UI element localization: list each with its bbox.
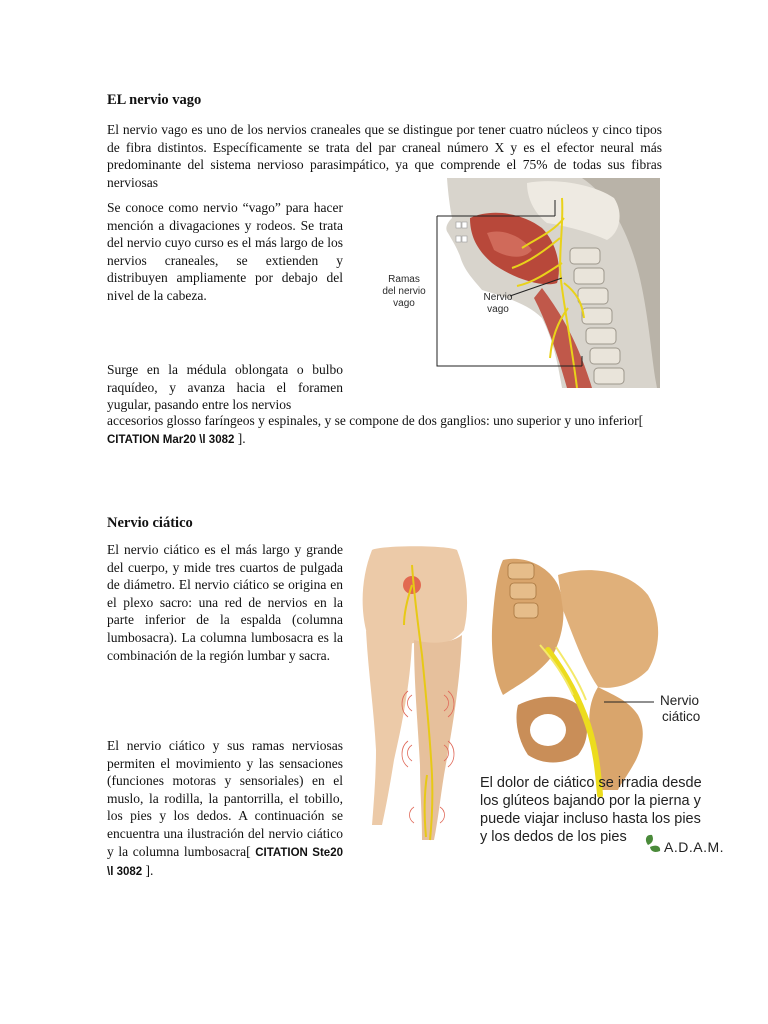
paragraph-text: accesorios glosso faríngeos y espinales, y se compone de dos ganglios: uno superior y uno inferior	[107, 413, 639, 428]
label-vagus-nerve-line2: vago	[487, 304, 509, 315]
citation-bracket-close: ].	[142, 863, 154, 879]
label-sciatic-nerve-line1: Nervio	[660, 693, 700, 708]
label-vagus-branches-line3: vago	[393, 298, 415, 309]
label-sciatic-nerve-line2: ciático	[662, 709, 701, 724]
caption-line2: los glúteos bajando por la pierna y	[480, 793, 701, 809]
label-vagus-branches-line2: del nervio	[382, 286, 426, 297]
vagus-nerve-illustration	[352, 178, 660, 388]
label-vagus-nerve-line1: Nervio	[483, 292, 513, 303]
paragraph-sciatic-intro: El nervio ciático es el más largo y grande del cuerpo, y mide tres cuartos de pulgada de diámetro. El nervio ciático se origina en el plexo sacro: una red de nervios en la parte inferior de la espalda (columna lumbosacra). La columna lumbosacra es la combinación de la región lumbar y sacra.	[107, 542, 343, 663]
paragraph-vagus-origin-cont	[107, 412, 662, 449]
caption-line1: El dolor de ciático se irradia desde	[480, 775, 702, 791]
sciatic-body-illustration	[352, 545, 475, 850]
label-vagus-branches-line1: Ramas	[388, 274, 420, 285]
paragraph-vagus-name: Se conoce como nervio “vago” para hacer mención a divagaciones y rodeos. Se trata del nervio cuyo curso es el más largo de los nervios craneales, se extienden y distribuyen ampliamente por debajo del nivel de la cabeza.	[107, 200, 343, 303]
section-title-vagus: EL nervio vago	[107, 92, 202, 108]
citation-bracket-open: [	[246, 843, 256, 859]
citation-field: CITATION Ste20 \l 3082	[107, 846, 343, 879]
caption-line3: puede viajar incluso hasta los pies	[480, 811, 701, 827]
section-title-sciatic: Nervio ciático	[107, 515, 193, 531]
citation-bracket-open: [	[638, 413, 644, 428]
paragraph-vagus-intro: El nervio vago es uno de los nervios craneales que se distingue por tener cuatro núcleos y cinco tipos de fibra distintos. Específicamente se trata del par craneal número X y es el efector neural más predominante del sistema nervioso parasimpático, ya que comprende el 75% de todas sus fibras nerviosas	[107, 122, 662, 190]
paragraph-vagus-origin: Surge en la médula oblongata o bulbo raquídeo, y avanza hacia el foramen yugular, pasando entre los nervios	[107, 362, 343, 413]
citation-bracket-close: ].	[234, 430, 246, 446]
logo-text: A.D.A.M.	[664, 839, 725, 855]
sciatic-pelvis-illustration	[478, 555, 728, 860]
paragraph-text: El nervio ciático y sus ramas nerviosas permiten el movimiento y las sensaciones (funciones motoras y sensoriales) en el muslo, la rodilla, la pantorrilla, el tobillo, los pies y los dedos. A continuación se encuentra una ilustración del nervio ciático y la columna lumbosacra	[107, 738, 343, 859]
citation-field: CITATION Mar20 \l 3082	[107, 433, 235, 446]
caption-line4: y los dedos de los pies	[480, 829, 627, 845]
paragraph-sciatic-function	[107, 737, 343, 882]
